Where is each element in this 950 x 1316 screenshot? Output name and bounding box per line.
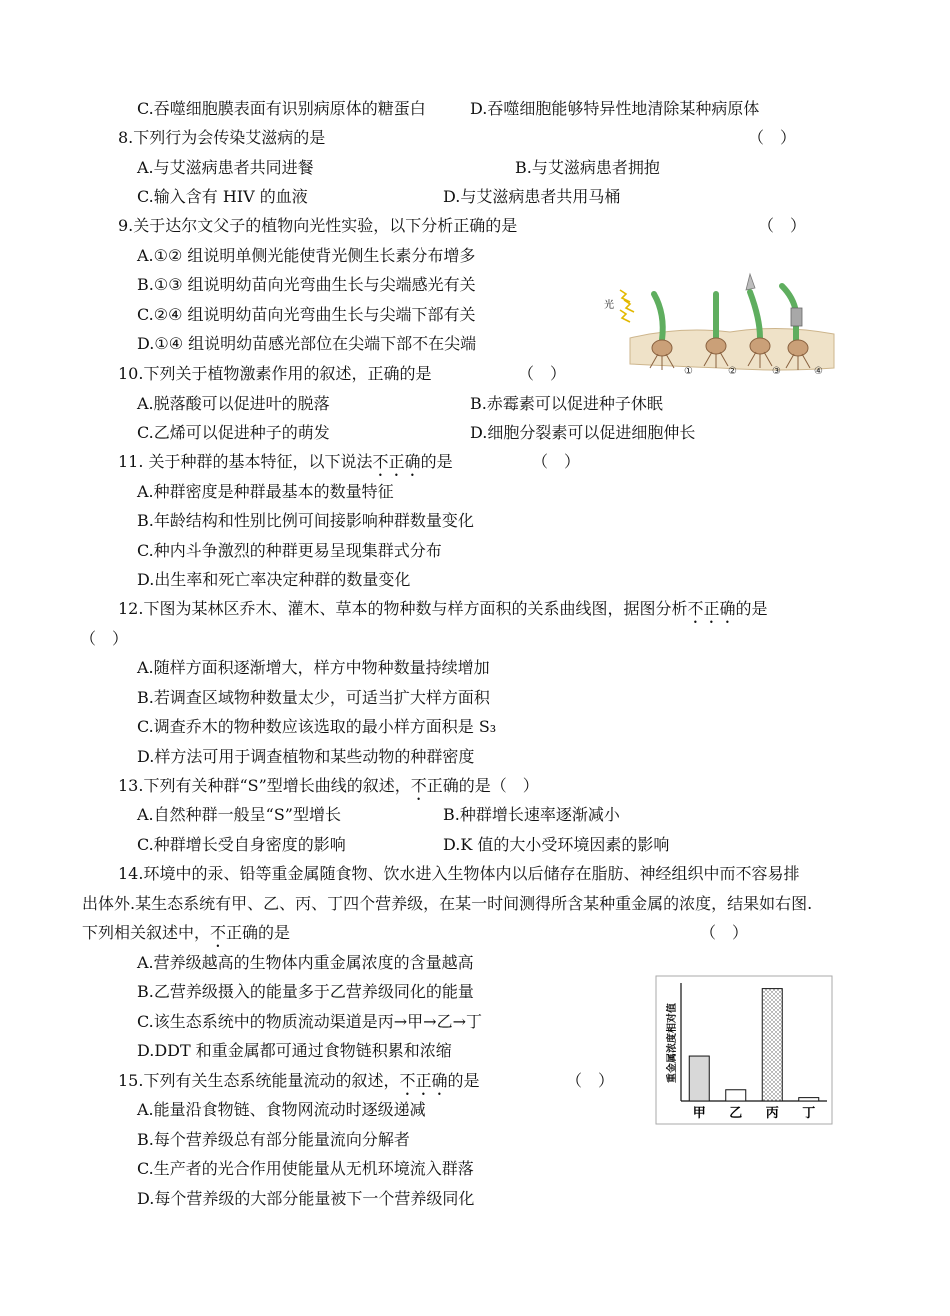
- q8-option-c: C.输入含有 HIV 的血液: [137, 187, 308, 206]
- x-tick-label-3: 丙: [765, 1106, 779, 1121]
- q14-stem-line-2: 出体外.某生态系统有甲、乙、丙、丁四个营养级，在某一时间测得所含某种重金属的浓度，结果如右图.: [82, 894, 813, 913]
- q12-option-c: C.调查乔木的物种数应该选取的最小样方面积是 S₃: [137, 717, 497, 736]
- chart-y-axis-label: 重金属浓度相对值: [667, 1003, 678, 1083]
- light-rays: [620, 290, 634, 322]
- bar-1: [689, 1056, 709, 1101]
- q8-option-a: A.与艾滋病患者共同进餐: [137, 158, 314, 177]
- q12-option-b: B.若调查区域物种数量太少，可适当扩大样方面积: [137, 688, 490, 707]
- bar-4: [799, 1098, 819, 1101]
- q9-option-b: B.①③ 组说明幼苗向光弯曲生长与尖端感光有关: [137, 275, 476, 294]
- q14-option-d: D.DDT 和重金属都可通过食物链积累和浓缩: [137, 1041, 452, 1060]
- q8-answer-paren: （ ）: [748, 128, 797, 147]
- q15-stem: [118, 1070, 479, 1099]
- x-tick-label-2: 乙: [729, 1106, 743, 1121]
- q11-option-b: B.年龄结构和性别比例可间接影响种群数量变化: [137, 511, 474, 530]
- q15-option-c: C.生产者的光合作用使能量从无机环境流入群落: [137, 1159, 474, 1178]
- q14-stem-line-3: [82, 922, 290, 951]
- q11-stem-post: 的是: [420, 452, 453, 471]
- phototropism-figure: [600, 268, 840, 380]
- q11-stem-emphasis: 不正确: [372, 452, 421, 471]
- q15-option-b: B.每个营养级总有部分能量流向分解者: [137, 1130, 410, 1149]
- q11-option-d: D.出生率和死亡率决定种群的数量变化: [137, 570, 411, 589]
- q11-option-a: A.种群密度是种群最基本的数量特征: [137, 482, 394, 501]
- q9-option-a: A.①② 组说明单侧光能使背光侧生长素分布增多: [137, 246, 476, 265]
- q8-option-d: D.与艾滋病患者共用马桶: [443, 187, 621, 206]
- chart-frame: [656, 976, 832, 1124]
- q11-option-c: C.种内斗争激烈的种群更易呈现集群式分布: [137, 541, 442, 560]
- q7-option-d: D.吞噬细胞能够特异性地清除某种病原体: [470, 99, 760, 118]
- q9-option-d: D.①④ 组说明幼苗感光部位在尖端下部不在尖端: [137, 334, 477, 353]
- q14-stem-line-1: 14.环境中的汞、铅等重金属随食物、饮水进入生物体内以后储存在脂肪、神经组织中而不容易排: [118, 864, 800, 883]
- seedling-label-2: ②: [728, 366, 737, 377]
- light-label: 光: [604, 300, 614, 311]
- q15-answer-paren: （ ）: [566, 1071, 615, 1090]
- q14-stem-emphasis: 不: [210, 923, 227, 942]
- x-tick-label-1: 甲: [692, 1106, 706, 1121]
- q11-answer-paren: （ ）: [532, 452, 581, 471]
- q13-option-d: D.K 值的大小受环境因素的影响: [443, 835, 670, 854]
- q12-stem-emphasis: 不正确: [687, 599, 736, 618]
- q14-option-c: C.该生态系统中的物质流动渠道是丙→甲→乙→丁: [137, 1012, 482, 1031]
- heavy-metal-bar-chart: [655, 975, 835, 1127]
- q14-option-b: B.乙营养级摄入的能量多于乙营养级同化的能量: [137, 982, 474, 1001]
- q15-option-a: A.能量沿食物链、食物网流动时逐级递减: [137, 1100, 426, 1119]
- q14-answer-paren: （ ）: [700, 923, 749, 942]
- q13-stem-post: 正确的是（ ）: [426, 776, 539, 795]
- seedling-label-1: ①: [684, 366, 693, 377]
- q9-option-c: C.②④ 组说明幼苗向光弯曲生长与尖端下部有关: [137, 305, 476, 324]
- q14-stem-pre: 下列相关叙述中，: [82, 923, 211, 942]
- q13-option-b: B.种群增长速率逐渐减小: [443, 805, 620, 824]
- q12-option-a: A.随样方面积逐渐增大，样方中物种数量持续增加: [137, 658, 490, 677]
- q13-stem-emphasis: 不: [410, 776, 427, 795]
- q13-stem: [118, 775, 539, 804]
- q8-stem: 8.下列行为会传染艾滋病的是: [118, 128, 326, 147]
- bar-3: [762, 989, 782, 1101]
- q12-stem: [118, 598, 767, 627]
- q13-stem-pre: 13.下列有关种群“S”型增长曲线的叙述，: [118, 776, 411, 795]
- q15-stem-post: 的是: [447, 1071, 480, 1090]
- q10-option-c: C.乙烯可以促进种子的萌发: [137, 423, 330, 442]
- bar-2: [726, 1090, 746, 1101]
- q12-stem-post: 的是: [735, 599, 768, 618]
- q10-stem: 10.下列关于植物激素作用的叙述，正确的是: [118, 364, 432, 383]
- q12-answer-paren: （ ）: [80, 629, 129, 648]
- seedling-label-4: ④: [814, 366, 823, 377]
- q10-option-a: A.脱落酸可以促进叶的脱落: [137, 394, 330, 413]
- q13-option-c: C.种群增长受自身密度的影响: [137, 835, 346, 854]
- q10-option-d: D.细胞分裂素可以促进细胞伸长: [470, 423, 696, 442]
- q12-option-d: D.样方法可用于调查植物和某些动物的种群密度: [137, 747, 475, 766]
- seedling-label-3: ③: [772, 366, 781, 377]
- q9-stem: 9.关于达尔文父子的植物向光性实验，以下分析正确的是: [118, 216, 518, 235]
- q13-option-a: A.自然种群一般呈“S”型增长: [137, 805, 341, 824]
- q8-option-b: B.与艾滋病患者拥抱: [515, 158, 660, 177]
- x-tick-label-4: 丁: [802, 1106, 816, 1121]
- q7-option-c: C.吞噬细胞膜表面有识别病原体的糖蛋白: [137, 99, 426, 118]
- q14-option-a: A.营养级越高的生物体内重金属浓度的含量越高: [137, 953, 474, 972]
- q15-stem-pre: 15.下列有关生态系统能量流动的叙述，: [118, 1071, 400, 1090]
- q11-stem: [118, 451, 453, 480]
- q10-answer-paren: （ ）: [518, 364, 567, 383]
- q9-answer-paren: （ ）: [758, 216, 807, 235]
- q14-stem-post: 正确的是: [226, 923, 291, 942]
- q10-option-b: B.赤霉素可以促进种子休眠: [470, 394, 663, 413]
- q12-stem-pre: 12.下图为某林区乔木、灌木、草本的物种数与样方面积的关系曲线图，据图分析: [118, 599, 688, 618]
- q15-option-d: D.每个营养级的大部分能量被下一个营养级同化: [137, 1189, 475, 1208]
- q15-stem-emphasis: 不正确: [399, 1071, 448, 1090]
- q11-stem-pre: 11. 关于种群的基本特征，以下说法: [118, 452, 373, 471]
